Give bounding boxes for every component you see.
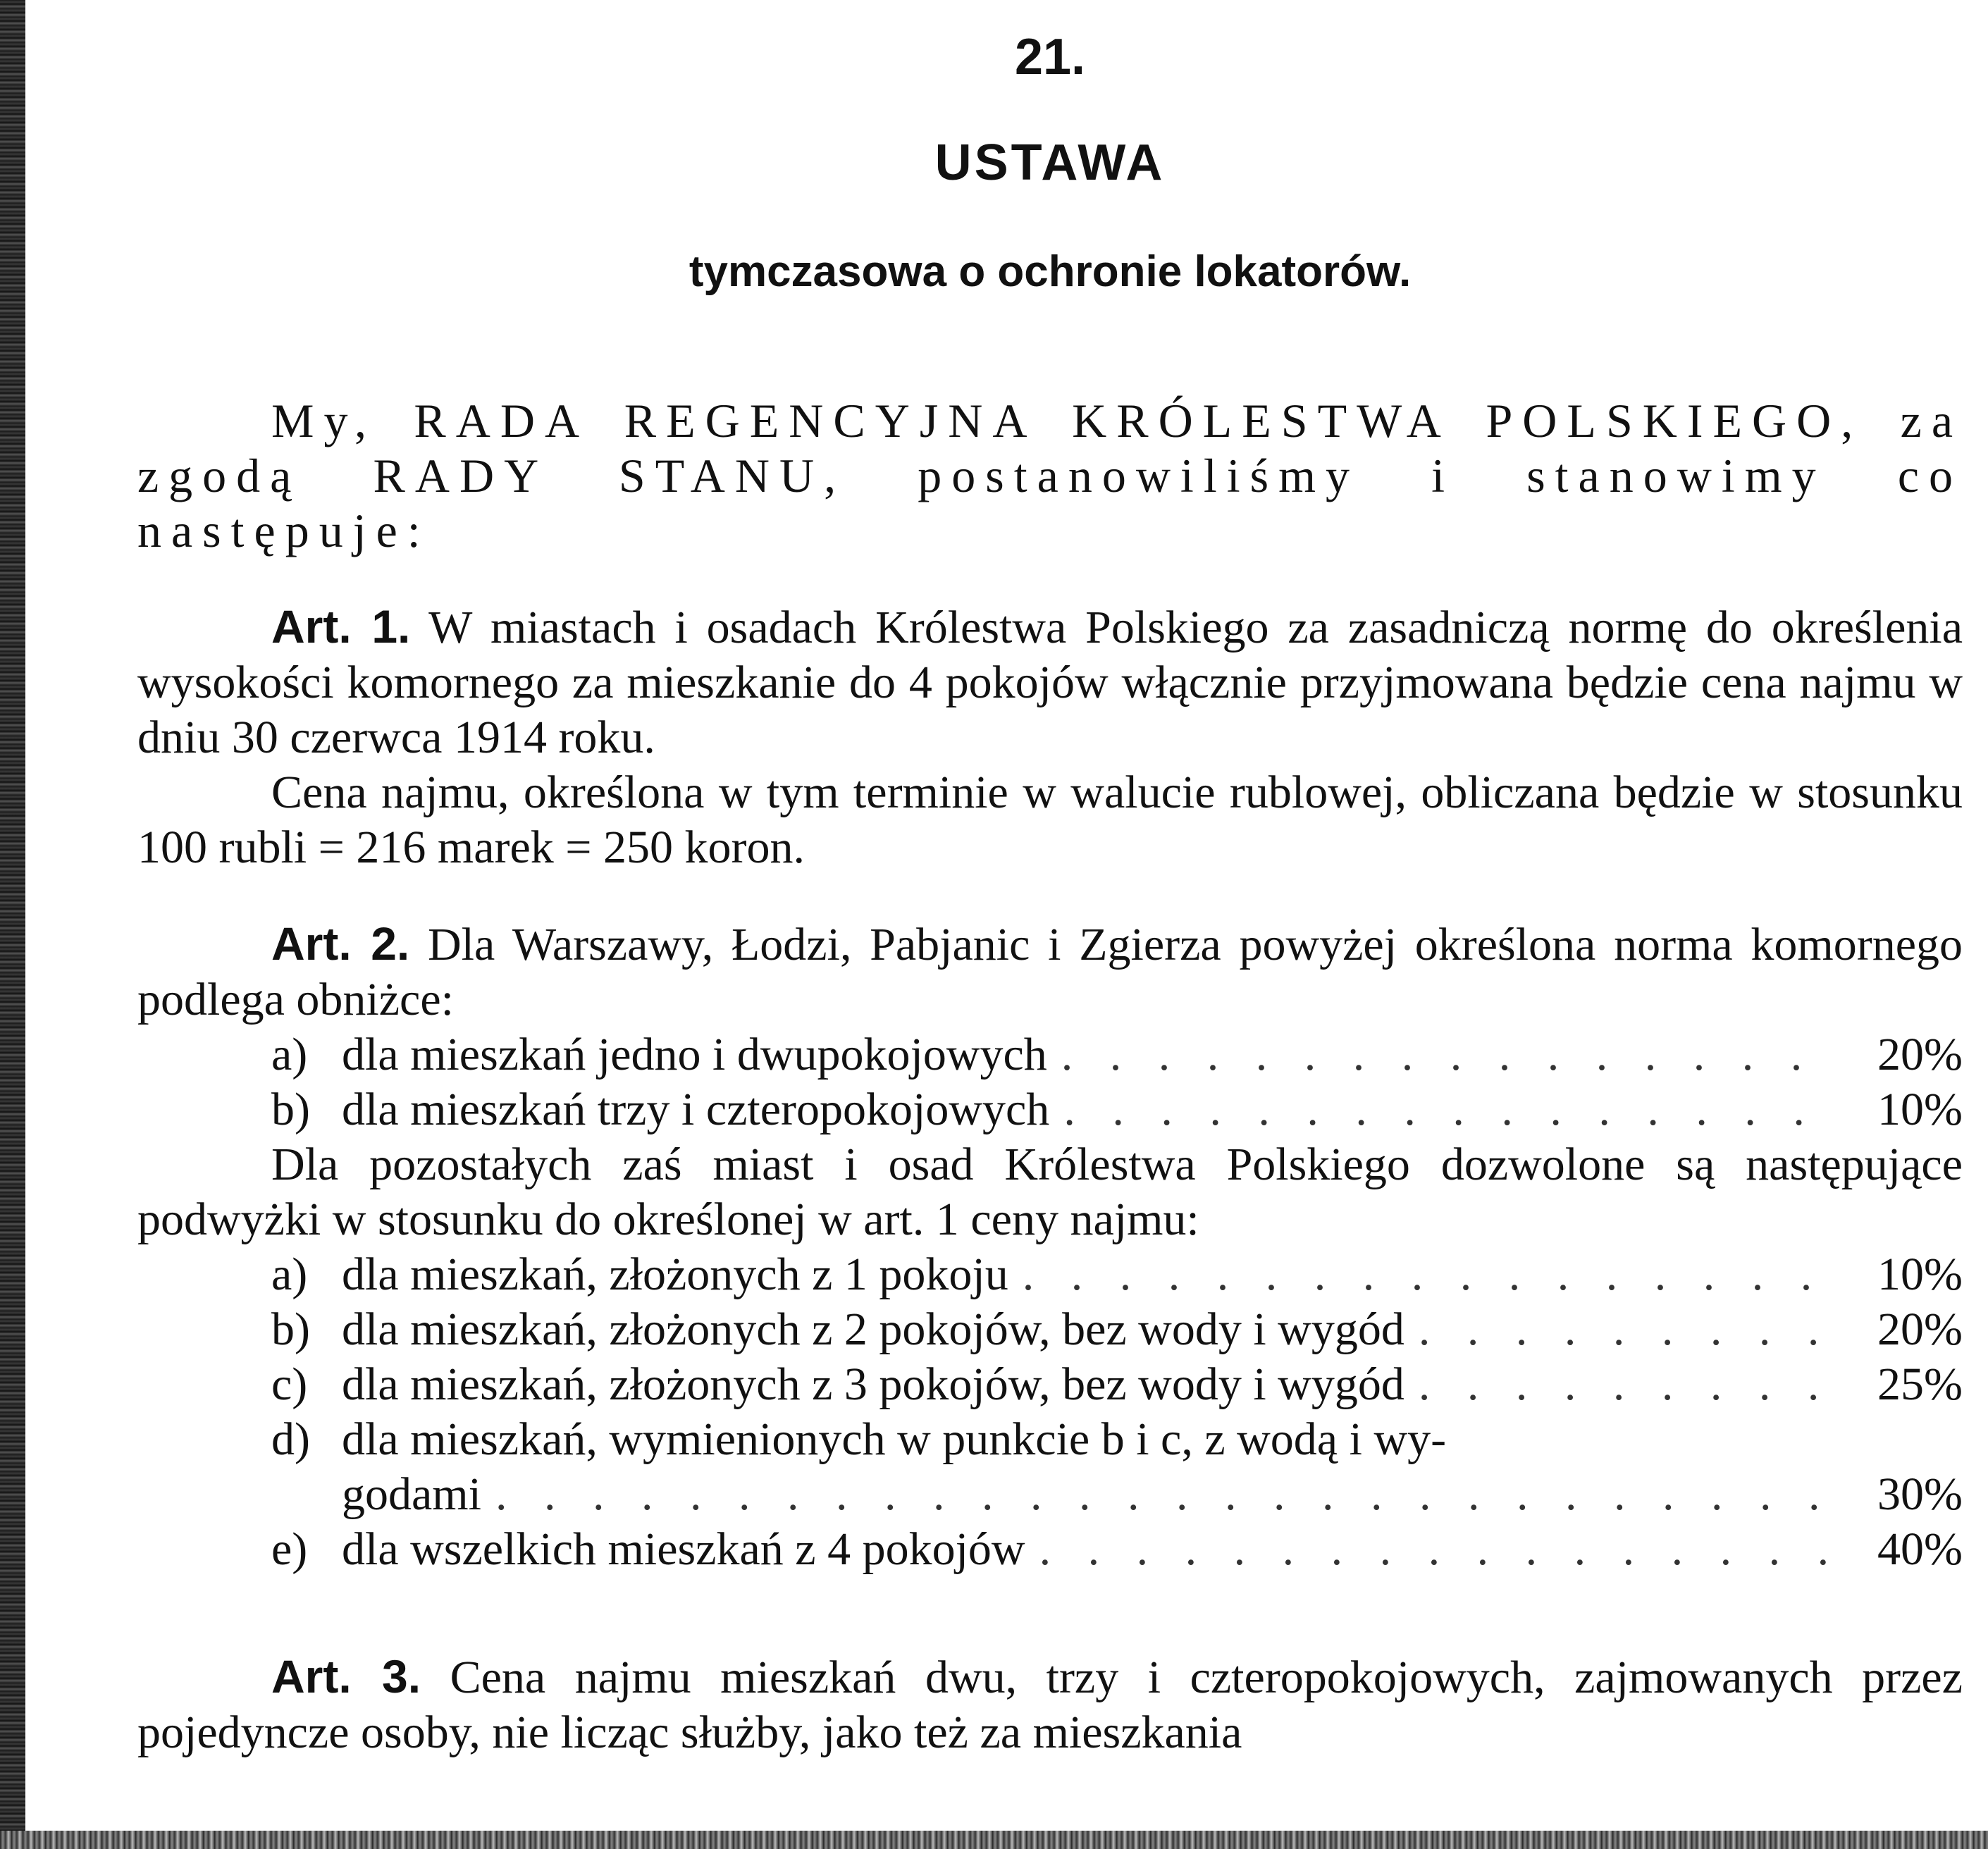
article-2-label: Art. 2. — [271, 917, 410, 970]
article-1-text: W miastach i osadach Królestwa Polskiego za zasadniczą normę do określenia wysokości komornego za mieszkanie do 4 pokojów włącznie przyjmowana będzie cena najmu w dniu 30 czerwca 1914 roku. — [137, 602, 1963, 763]
item-letter: d) — [271, 1414, 310, 1465]
item-letter: b) — [271, 1304, 310, 1355]
increase-item — [137, 1302, 1963, 1357]
dot-leader — [495, 1467, 1836, 1522]
article-2-paragraph-1 — [137, 916, 1963, 1027]
item-text: dla mieszkań, złożonych z 1 pokoju — [342, 1249, 1008, 1300]
item-percent: 20% — [1877, 1029, 1963, 1080]
item-letter: e) — [271, 1523, 308, 1575]
reduction-item — [137, 1082, 1963, 1137]
increase-item — [137, 1357, 1963, 1412]
item-text: dla mieszkań trzy i czteropokojowych — [342, 1084, 1050, 1135]
item-letter: b) — [271, 1084, 310, 1135]
item-letter: a) — [271, 1029, 308, 1080]
reduction-item — [137, 1027, 1963, 1082]
item-text-continued: godami — [342, 1468, 481, 1520]
item-letter: c) — [271, 1359, 308, 1410]
article-2-paragraph-2: Dla pozostałych zaś miast i osad Królestwa Polskiego dozwolone są następujące podwyżki w stosunku do określonej w art. 1 ceny najmu: — [137, 1139, 1963, 1245]
increase-item — [137, 1247, 1963, 1302]
article-2-text: Dla Warszawy, Łodzi, Pabjanic i Zgierza powyżej określona norma komornego podlega obniżce: — [137, 919, 1963, 1025]
article-3 — [137, 1649, 1963, 1760]
page-number: 21. — [1014, 29, 1086, 85]
dot-leader — [1039, 1522, 1836, 1577]
item-text: dla wszelkich mieszkań z 4 pokojów — [342, 1523, 1025, 1575]
item-percent: 40% — [1877, 1523, 1963, 1575]
scan-edge-left — [0, 0, 25, 1849]
item-row — [271, 1412, 1963, 1467]
item-percent: 30% — [1877, 1468, 1963, 1520]
article-3-text: Cena najmu mieszkań dwu, trzy i czteropokojowych, zajmowanych przez pojedyncze osoby, nie licząc służby, jako też za mieszkania — [137, 1652, 1963, 1758]
article-3-label: Art. 3. — [271, 1650, 421, 1702]
item-percent: 25% — [1877, 1359, 1963, 1410]
article-1-paragraph-2: Cena najmu, określona w tym terminie w walucie rublowej, obliczana będzie w stosunku 100 rubli = 216 marek = 250 koron. — [137, 767, 1963, 873]
item-letter: a) — [271, 1249, 308, 1300]
document-page — [137, 21, 1963, 1825]
dot-leader — [1063, 1082, 1836, 1137]
article-2 — [137, 916, 1963, 1577]
increase-item — [137, 1522, 1963, 1577]
document-title: USTAWA — [934, 135, 1166, 191]
preamble: My, RADA REGENCYJNA KRÓLESTWA POLSKIEGO, za zgodą RADY STANU, postanowiliśmy i stanowimy co następuje: — [137, 394, 1963, 557]
dot-leader — [1419, 1302, 1836, 1357]
dot-leader — [1061, 1027, 1836, 1082]
item-percent: 20% — [1877, 1304, 1963, 1355]
item-text: dla mieszkań jedno i dwupokojowych — [342, 1029, 1047, 1080]
item-text: dla mieszkań, złożonych z 3 pokojów, bez wody i wygód — [342, 1359, 1404, 1410]
article-1-label: Art. 1. — [271, 600, 411, 653]
article-1-paragraph-1 — [137, 599, 1963, 765]
article-3-paragraph-1 — [137, 1649, 1963, 1760]
item-percent: 10% — [1877, 1084, 1963, 1135]
dot-leader — [1419, 1357, 1836, 1412]
item-text: dla mieszkań, złożonych z 2 pokojów, bez wody i wygód — [342, 1304, 1404, 1355]
item-percent: 10% — [1877, 1249, 1963, 1300]
item-text: dla mieszkań, wymienionych w punkcie b i c, z wodą i wy- — [342, 1414, 1447, 1465]
item-row — [271, 1467, 1963, 1522]
document-subtitle: tymczasowa o ochronie lokatorów. — [689, 247, 1412, 296]
increase-item — [137, 1412, 1963, 1522]
dot-leader — [1023, 1247, 1836, 1302]
scan-edge-bottom — [0, 1831, 1988, 1849]
article-1 — [137, 599, 1963, 875]
